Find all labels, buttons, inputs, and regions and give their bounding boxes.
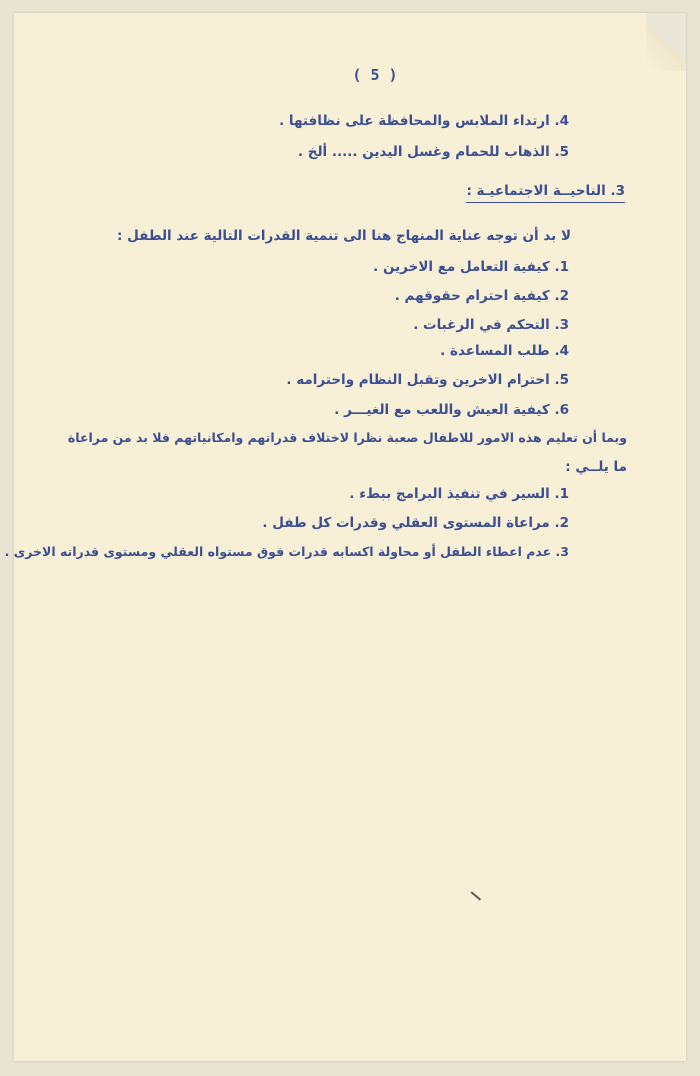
list-item-consideration-1: 1. السير في تنفيذ البرامج ببطء . [349,486,569,502]
list-item-social-1: 1. كيفية التعامل مع الاخرين . [373,259,569,275]
list-item-social-2: 2. كيفية احترام حقوقهم . [394,288,569,304]
list-item-social-6: 6. كيفية العيش واللعب مع الغيـــر . [334,402,569,418]
section-heading-social: 3. الناحيــة الاجتماعيـة : [466,182,625,203]
list-item-hygiene-5: 5. الذهاب للحمام وغسل اليدين ..... ألخ . [297,144,569,160]
considerations-paragraph-line-2: ما يلــي : [565,459,627,475]
list-item-social-4: 4. طلب المساعدة . [440,343,569,359]
considerations-paragraph-line-1: وبما أن تعليم هذه الامور للاطفال صعبة نظرا لاختلاف قدراتهم وامكانياتهم فلا بد من مراعاة [67,430,627,445]
section-intro: لا بد أن توجه عناية المنهاج هنا الى تنمية القدرات التالية عند الطفل : [116,228,571,244]
list-item-consideration-2: 2. مراعاة المستوى العقلي وقدرات كل طفل . [262,515,569,531]
page-number: ( 5 ) [352,66,398,84]
list-item-social-5: 5. احترام الاخرين وتقبل النظام واحترامه . [286,372,569,388]
list-item-hygiene-4: 4. ارتداء الملابس والمحافظة على نظافتها . [279,113,569,129]
document-page [14,13,686,1061]
folded-corner [646,13,686,71]
list-item-social-3: 3. التحكم في الرغبات . [413,317,569,333]
list-item-consideration-3: 3. عدم اعطاء الطفل أو محاولة اكسابه قدرات فوق مستواه العقلي ومستوى قدراته الاخرى . [4,544,569,559]
